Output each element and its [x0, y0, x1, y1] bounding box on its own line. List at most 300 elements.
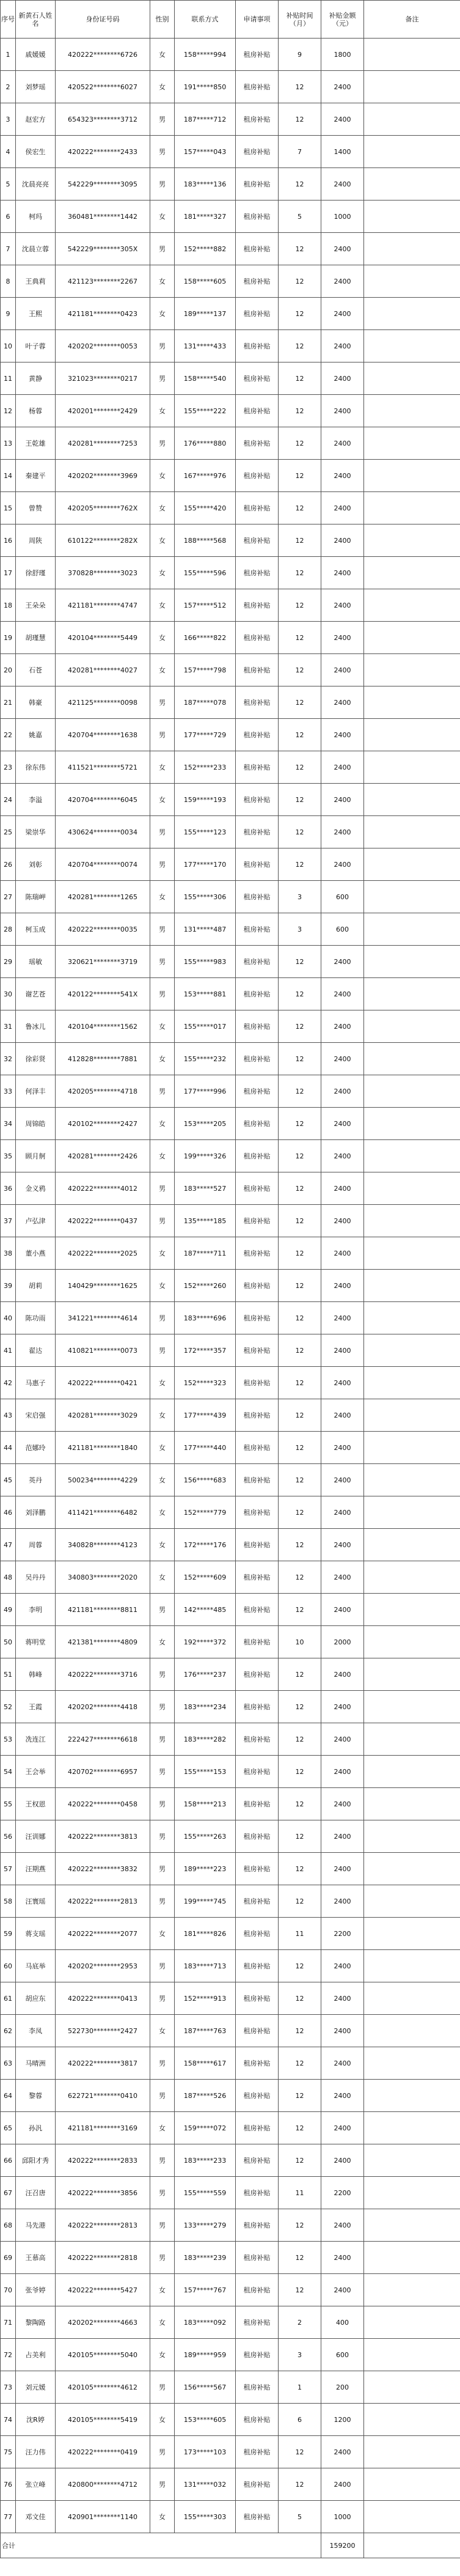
- phone: 199*****326: [175, 1140, 236, 1172]
- id-number: 410821********0073: [56, 1334, 150, 1367]
- application-item: 租房补贴: [236, 1950, 279, 1982]
- application-item: 租房补贴: [236, 1853, 279, 1885]
- table-row: [1, 2209, 460, 2242]
- phone: 181*****826: [175, 1918, 236, 1950]
- subsidy-amount: 2400: [321, 1334, 364, 1367]
- remarks: [364, 1399, 460, 1432]
- subsidy-amount: 2400: [321, 1043, 364, 1075]
- table-row: [1, 719, 460, 751]
- applicant-name: 胡应东: [16, 1982, 56, 2015]
- phone: 152*****609: [175, 1561, 236, 1594]
- applicant-name: 王朵朵: [16, 589, 56, 622]
- application-item: 租房补贴: [236, 71, 279, 103]
- id-number: 340828********4123: [56, 1529, 150, 1561]
- subsidy-months: 12: [279, 1885, 321, 1918]
- table-row: [1, 2177, 460, 2209]
- id-number: 340803********2020: [56, 1561, 150, 1594]
- id-number: 420105********5419: [56, 2404, 150, 2436]
- applicant-name: 翟达: [16, 1334, 56, 1367]
- header-gender: 性别: [150, 1, 175, 39]
- application-item: 租房补贴: [236, 2371, 279, 2404]
- id-number: 370828********3023: [56, 557, 150, 589]
- phone: 155*****306: [175, 881, 236, 913]
- table-row: [1, 1756, 460, 1788]
- subsidy-amount: 2400: [321, 2144, 364, 2177]
- remarks: [364, 1529, 460, 1561]
- subsidy-months: 12: [279, 654, 321, 686]
- subsidy-months: 12: [279, 1982, 321, 2015]
- subsidy-amount: 2400: [321, 1529, 364, 1561]
- table-row: [1, 1853, 460, 1885]
- row-index: 54: [1, 1756, 16, 1788]
- row-index: 62: [1, 2015, 16, 2047]
- gender: 男: [150, 2371, 175, 2404]
- application-item: 租房补贴: [236, 719, 279, 751]
- gender: 男: [150, 136, 175, 168]
- table-row: [1, 2339, 460, 2371]
- remarks: [364, 2306, 460, 2339]
- phone: 158*****994: [175, 39, 236, 71]
- row-index: 20: [1, 654, 16, 686]
- application-item: 租房补贴: [236, 978, 279, 1010]
- table-row: [1, 622, 460, 654]
- application-item: 租房补贴: [236, 460, 279, 492]
- applicant-name: 宋启强: [16, 1399, 56, 1432]
- subsidy-amount: 2400: [321, 1691, 364, 1723]
- table-row: [1, 1820, 460, 1853]
- remarks: [364, 784, 460, 816]
- applicant-name: 邓文佳: [16, 2501, 56, 2533]
- subsidy-months: 12: [279, 1237, 321, 1270]
- phone: 177*****729: [175, 719, 236, 751]
- remarks: [364, 1561, 460, 1594]
- table-row: [1, 1788, 460, 1820]
- subsidy-amount: 600: [321, 2339, 364, 2371]
- remarks: [364, 2112, 460, 2144]
- row-index: 15: [1, 492, 16, 524]
- phone: 155*****017: [175, 1010, 236, 1043]
- row-index: 26: [1, 848, 16, 881]
- subsidy-amount: 2400: [321, 233, 364, 265]
- phone: 158*****540: [175, 362, 236, 395]
- subsidy-months: 12: [279, 1075, 321, 1108]
- applicant-name: 蒋明堂: [16, 1626, 56, 1658]
- phone: 153*****605: [175, 2404, 236, 2436]
- total-amount: 159200: [321, 2533, 364, 2558]
- subsidy-amount: 1000: [321, 201, 364, 233]
- table-row: [1, 751, 460, 784]
- remarks: [364, 1043, 460, 1075]
- row-index: 27: [1, 881, 16, 913]
- applicant-name: 张立峰: [16, 2468, 56, 2501]
- gender: 女: [150, 39, 175, 71]
- table-row: [1, 1723, 460, 1756]
- phone: 177*****996: [175, 1075, 236, 1108]
- subsidy-amount: 2400: [321, 1140, 364, 1172]
- row-index: 12: [1, 395, 16, 427]
- subsidy-months: 12: [279, 946, 321, 978]
- row-index: 73: [1, 2371, 16, 2404]
- row-index: 59: [1, 1918, 16, 1950]
- subsidy-amount: 600: [321, 913, 364, 946]
- subsidy-months: 12: [279, 1140, 321, 1172]
- applicant-name: 梁崇华: [16, 816, 56, 848]
- id-number: 341221********4614: [56, 1302, 150, 1334]
- application-item: 租房补贴: [236, 1594, 279, 1626]
- application-item: 租房补贴: [236, 265, 279, 298]
- table-row: [1, 2404, 460, 2436]
- gender: 女: [150, 1043, 175, 1075]
- subsidy-months: 12: [279, 978, 321, 1010]
- id-number: 420222********6726: [56, 39, 150, 71]
- row-index: 71: [1, 2306, 16, 2339]
- table-row: [1, 1108, 460, 1140]
- subsidy-months: 12: [279, 2015, 321, 2047]
- table-row: [1, 39, 460, 71]
- application-item: 租房补贴: [236, 2047, 279, 2080]
- subsidy-amount: 2400: [321, 1982, 364, 2015]
- phone: 177*****440: [175, 1432, 236, 1464]
- phone: 191*****850: [175, 71, 236, 103]
- applicant-name: 蒋支瑶: [16, 1918, 56, 1950]
- phone: 167*****976: [175, 460, 236, 492]
- table-row: [1, 1626, 460, 1658]
- id-number: 420222********3817: [56, 2047, 150, 2080]
- subsidy-amount: 2400: [321, 2274, 364, 2306]
- phone: 152*****260: [175, 1270, 236, 1302]
- gender: 男: [150, 168, 175, 201]
- row-index: 13: [1, 427, 16, 460]
- applicant-name: 王会举: [16, 1756, 56, 1788]
- subsidy-months: 7: [279, 136, 321, 168]
- table-row: [1, 460, 460, 492]
- table-row: [1, 71, 460, 103]
- phone: 157*****512: [175, 589, 236, 622]
- row-index: 35: [1, 1140, 16, 1172]
- subsidy-months: 12: [279, 1529, 321, 1561]
- row-index: 56: [1, 1820, 16, 1853]
- phone: 152*****323: [175, 1367, 236, 1399]
- gender: 女: [150, 201, 175, 233]
- applicant-name: 李凤: [16, 2015, 56, 2047]
- remarks: [364, 816, 460, 848]
- phone: 159*****072: [175, 2112, 236, 2144]
- row-index: 6: [1, 201, 16, 233]
- application-item: 租房补贴: [236, 946, 279, 978]
- subsidy-months: 3: [279, 2339, 321, 2371]
- table-row: [1, 1432, 460, 1464]
- row-index: 10: [1, 330, 16, 362]
- row-index: 52: [1, 1691, 16, 1723]
- applicant-name: 冼连江: [16, 1723, 56, 1756]
- subsidy-months: 12: [279, 71, 321, 103]
- row-index: 45: [1, 1464, 16, 1496]
- table-row: [1, 1140, 460, 1172]
- remarks: [364, 589, 460, 622]
- table-row: [1, 1205, 460, 1237]
- phone: 155*****123: [175, 816, 236, 848]
- applicant-name: 马惠子: [16, 1367, 56, 1399]
- gender: 男: [150, 1302, 175, 1334]
- total-remarks: [364, 2533, 460, 2558]
- remarks: [364, 751, 460, 784]
- phone: 158*****213: [175, 1788, 236, 1820]
- application-item: 租房补贴: [236, 2242, 279, 2274]
- subsidy-months: 12: [279, 1496, 321, 1529]
- table-row: [1, 1918, 460, 1950]
- subsidy-amount: 2400: [321, 2080, 364, 2112]
- id-number: 420901********1140: [56, 2501, 150, 2533]
- subsidy-amount: 2400: [321, 71, 364, 103]
- phone: 183*****282: [175, 1723, 236, 1756]
- id-number: 420222********0437: [56, 1205, 150, 1237]
- id-number: 411521********5721: [56, 751, 150, 784]
- gender: 女: [150, 298, 175, 330]
- id-number: 421181********0423: [56, 298, 150, 330]
- phone: 155*****303: [175, 2501, 236, 2533]
- application-item: 租房补贴: [236, 39, 279, 71]
- gender: 男: [150, 330, 175, 362]
- row-index: 70: [1, 2274, 16, 2306]
- table-row: [1, 1658, 460, 1691]
- gender: 男: [150, 1756, 175, 1788]
- application-item: 租房补贴: [236, 816, 279, 848]
- subsidy-amount: 2400: [321, 168, 364, 201]
- remarks: [364, 1982, 460, 2015]
- subsidy-amount: 2400: [321, 2436, 364, 2468]
- application-item: 租房补贴: [236, 2080, 279, 2112]
- phone: 183*****696: [175, 1302, 236, 1334]
- id-number: 542229********3095: [56, 168, 150, 201]
- row-index: 66: [1, 2144, 16, 2177]
- application-item: 租房补贴: [236, 1918, 279, 1950]
- row-index: 4: [1, 136, 16, 168]
- row-index: 46: [1, 1496, 16, 1529]
- phone: 183*****527: [175, 1172, 236, 1205]
- subsidy-months: 12: [279, 1205, 321, 1237]
- subsidy-amount: 400: [321, 2306, 364, 2339]
- subsidy-months: 12: [279, 362, 321, 395]
- subsidy-months: 12: [279, 1334, 321, 1367]
- subsidy-amount: 2000: [321, 1626, 364, 1658]
- id-number: 421125********0098: [56, 686, 150, 719]
- application-item: 租房补贴: [236, 1108, 279, 1140]
- application-item: 租房补贴: [236, 784, 279, 816]
- gender: 男: [150, 2209, 175, 2242]
- applicant-name: 陈功雨: [16, 1302, 56, 1334]
- subsidy-months: 12: [279, 524, 321, 557]
- id-number: 421181********8811: [56, 1594, 150, 1626]
- application-item: 租房补贴: [236, 1367, 279, 1399]
- application-item: 租房补贴: [236, 913, 279, 946]
- phone: 187*****526: [175, 2080, 236, 2112]
- row-index: 58: [1, 1885, 16, 1918]
- application-item: 租房补贴: [236, 2339, 279, 2371]
- subsidy-months: 12: [279, 816, 321, 848]
- applicant-name: 徐舒瑾: [16, 557, 56, 589]
- subsidy-amount: 2400: [321, 1367, 364, 1399]
- subsidy-months: 2: [279, 2306, 321, 2339]
- row-index: 24: [1, 784, 16, 816]
- phone: 152*****882: [175, 233, 236, 265]
- gender: 女: [150, 1529, 175, 1561]
- row-index: 74: [1, 2404, 16, 2436]
- id-number: 522730********2427: [56, 2015, 150, 2047]
- phone: 183*****239: [175, 2242, 236, 2274]
- subsidy-months: 12: [279, 1108, 321, 1140]
- gender: 女: [150, 2501, 175, 2533]
- row-index: 16: [1, 524, 16, 557]
- row-index: 2: [1, 71, 16, 103]
- id-number: 421181********1840: [56, 1432, 150, 1464]
- header-contact: 联系方式: [175, 1, 236, 39]
- table-row: [1, 1075, 460, 1108]
- gender: 女: [150, 654, 175, 686]
- phone: 188*****568: [175, 524, 236, 557]
- applicant-name: 汪寰瑶: [16, 1885, 56, 1918]
- remarks: [364, 1140, 460, 1172]
- table-row: [1, 1270, 460, 1302]
- subsidy-amount: 2400: [321, 654, 364, 686]
- application-item: 租房补贴: [236, 395, 279, 427]
- id-number: 420281********2426: [56, 1140, 150, 1172]
- row-index: 37: [1, 1205, 16, 1237]
- gender: 男: [150, 848, 175, 881]
- subsidy-months: 1: [279, 2371, 321, 2404]
- header-remarks: 备注: [364, 1, 460, 39]
- remarks: [364, 71, 460, 103]
- gender: 女: [150, 265, 175, 298]
- id-number: 420202********3969: [56, 460, 150, 492]
- total-label: 合计: [1, 2533, 321, 2558]
- id-number: 420201********2429: [56, 395, 150, 427]
- remarks: [364, 1270, 460, 1302]
- subsidy-amount: 2400: [321, 1464, 364, 1496]
- phone: 131*****487: [175, 913, 236, 946]
- subsidy-months: 12: [279, 1367, 321, 1399]
- header-name: 新黄石人姓名: [16, 1, 56, 39]
- id-number: 420281********3029: [56, 1399, 150, 1432]
- gender: 男: [150, 103, 175, 136]
- table-row: [1, 848, 460, 881]
- row-index: 31: [1, 1010, 16, 1043]
- subsidy-amount: 2400: [321, 1756, 364, 1788]
- phone: 183*****713: [175, 1950, 236, 1982]
- gender: 女: [150, 2404, 175, 2436]
- remarks: [364, 1464, 460, 1496]
- gender: 男: [150, 1205, 175, 1237]
- applicant-name: 徐东伟: [16, 751, 56, 784]
- phone: 155*****420: [175, 492, 236, 524]
- application-item: 租房补贴: [236, 233, 279, 265]
- remarks: [364, 524, 460, 557]
- id-number: 140429********1625: [56, 1270, 150, 1302]
- table-row: [1, 557, 460, 589]
- header-amount: 补贴金额（元）: [321, 1, 364, 39]
- row-index: 18: [1, 589, 16, 622]
- gender: 男: [150, 1885, 175, 1918]
- row-index: 32: [1, 1043, 16, 1075]
- subsidy-months: 11: [279, 2177, 321, 2209]
- phone: 153*****881: [175, 978, 236, 1010]
- subsidy-months: 12: [279, 2468, 321, 2501]
- table-row: [1, 881, 460, 913]
- table-row: [1, 2047, 460, 2080]
- subsidy-months: 12: [279, 265, 321, 298]
- phone: 155*****222: [175, 395, 236, 427]
- subsidy-months: 12: [279, 2242, 321, 2274]
- applicant-name: 黄静: [16, 362, 56, 395]
- phone: 189*****959: [175, 2339, 236, 2371]
- remarks: [364, 1885, 460, 1918]
- subsidy-amount: 2400: [321, 395, 364, 427]
- remarks: [364, 978, 460, 1010]
- application-item: 租房补贴: [236, 362, 279, 395]
- subsidy-amount: 2400: [321, 2047, 364, 2080]
- applicant-name: 刘彰: [16, 848, 56, 881]
- applicant-name: 汪期燕: [16, 1853, 56, 1885]
- phone: 155*****232: [175, 1043, 236, 1075]
- table-row: [1, 2306, 460, 2339]
- id-number: 421381********4809: [56, 1626, 150, 1658]
- row-index: 65: [1, 2112, 16, 2144]
- gender: 男: [150, 946, 175, 978]
- gender: 女: [150, 751, 175, 784]
- header-row: [1, 1, 460, 39]
- remarks: [364, 913, 460, 946]
- application-item: 租房补贴: [236, 1658, 279, 1691]
- application-item: 租房补贴: [236, 1529, 279, 1561]
- row-index: 11: [1, 362, 16, 395]
- subsidy-months: 12: [279, 492, 321, 524]
- gender: 男: [150, 2144, 175, 2177]
- row-index: 39: [1, 1270, 16, 1302]
- gender: 女: [150, 1626, 175, 1658]
- id-number: 420202********4663: [56, 2306, 150, 2339]
- remarks: [364, 2339, 460, 2371]
- application-item: 租房补贴: [236, 103, 279, 136]
- gender: 男: [150, 2177, 175, 2209]
- id-number: 420704********0074: [56, 848, 150, 881]
- subsidy-amount: 2400: [321, 1820, 364, 1853]
- subsidy-amount: 2400: [321, 2209, 364, 2242]
- subsidy-months: 12: [279, 719, 321, 751]
- subsidy-months: 6: [279, 2404, 321, 2436]
- subsidy-months: 12: [279, 2274, 321, 2306]
- id-number: 420800********4712: [56, 2468, 150, 2501]
- row-index: 53: [1, 1723, 16, 1756]
- remarks: [364, 1853, 460, 1885]
- application-item: 租房补贴: [236, 1140, 279, 1172]
- applicant-name: 吴丹丹: [16, 1561, 56, 1594]
- subsidy-amount: 2400: [321, 524, 364, 557]
- application-item: 租房补贴: [236, 1010, 279, 1043]
- subsidy-amount: 2400: [321, 848, 364, 881]
- subsidy-amount: 2400: [321, 978, 364, 1010]
- remarks: [364, 2371, 460, 2404]
- gender: 男: [150, 2047, 175, 2080]
- row-index: 76: [1, 2468, 16, 2501]
- subsidy-amount: 2400: [321, 1723, 364, 1756]
- remarks: [364, 1432, 460, 1464]
- id-number: 420222********3813: [56, 1820, 150, 1853]
- table-row: [1, 1982, 460, 2015]
- row-index: 67: [1, 2177, 16, 2209]
- id-number: 420104********1562: [56, 1010, 150, 1043]
- application-item: 租房补贴: [236, 2177, 279, 2209]
- subsidy-months: 12: [279, 1723, 321, 1756]
- remarks: [364, 2047, 460, 2080]
